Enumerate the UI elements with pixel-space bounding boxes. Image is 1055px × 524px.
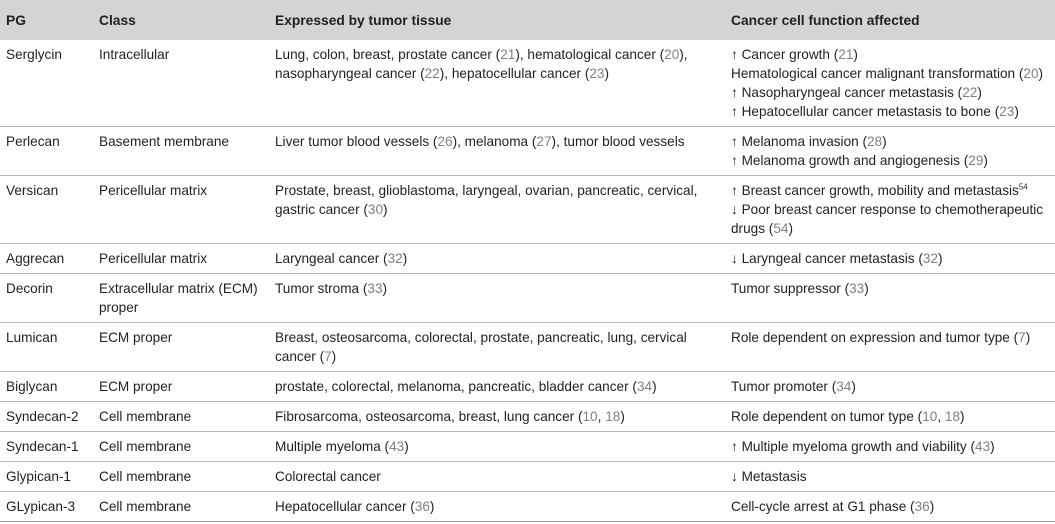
cell-function xyxy=(725,462,1055,492)
cell-text: Prostate, breast, glioblastoma, laryngeal, ovarian, pancreatic, cervical, gastric cancer ( xyxy=(275,183,698,217)
cell-class: ECM proper xyxy=(99,379,173,394)
table-row xyxy=(0,372,1055,402)
reference-number: 22 xyxy=(424,66,440,81)
cell-text: ) xyxy=(402,251,408,266)
cell-text: , xyxy=(937,409,945,424)
cell-text: Tumor suppressor ( xyxy=(731,281,850,296)
function-line xyxy=(731,83,1049,102)
cell-class: Cell membrane xyxy=(99,469,192,484)
reference-number: 33 xyxy=(367,281,383,296)
reference-number: 32 xyxy=(922,251,939,266)
cell-text: ) xyxy=(404,439,409,454)
cell-tissue xyxy=(269,244,725,274)
table-header xyxy=(0,0,1055,40)
cell-class: Cell membrane xyxy=(99,439,192,454)
cell-text: ↑ Melanoma growth and angiogenesis ( xyxy=(731,153,969,168)
cell-function xyxy=(725,274,1055,323)
table-row xyxy=(0,40,1055,127)
reference-number: 54 xyxy=(773,221,789,236)
cell-pg: Glypican-1 xyxy=(6,469,71,484)
cell-text: ) xyxy=(788,221,793,236)
cell-tissue xyxy=(269,402,725,432)
cell-text: Hematological cancer malignant transformation ( xyxy=(731,66,1024,81)
reference-number: 33 xyxy=(849,281,865,296)
function-line xyxy=(731,467,1049,486)
cell-text: , xyxy=(597,409,606,424)
reference-number: 43 xyxy=(389,439,405,454)
cell-text: ) xyxy=(977,85,982,100)
cell-function xyxy=(725,402,1055,432)
cell-text: Lung, colon, breast, prostate cancer ( xyxy=(275,47,501,62)
table-row xyxy=(0,462,1055,492)
cell-pg: Biglycan xyxy=(6,379,58,394)
cell-text: Liver tumor blood vessels ( xyxy=(275,134,438,149)
reference-number: 30 xyxy=(367,202,384,217)
cell-text: ), hematological cancer ( xyxy=(515,47,665,62)
cell-pg: Serglycin xyxy=(6,47,62,62)
reference-number: 7 xyxy=(1018,330,1026,345)
function-line xyxy=(731,132,1049,151)
function-line xyxy=(731,328,1049,347)
cell-class: Cell membrane xyxy=(99,409,192,424)
reference-number: 27 xyxy=(536,134,552,149)
cell-text: Colorectal cancer xyxy=(275,469,381,484)
cell-class: Intracellular xyxy=(99,47,170,62)
cell-class: Pericellular matrix xyxy=(99,251,208,266)
cell-text: Role dependent on expression and tumor type ( xyxy=(731,330,1019,345)
cell-text: ↓ Metastasis xyxy=(731,469,807,484)
function-line xyxy=(731,279,1049,298)
cell-tissue xyxy=(269,323,725,372)
function-line xyxy=(731,181,1049,200)
table-body xyxy=(0,40,1055,522)
reference-number: 23 xyxy=(589,66,605,81)
cell-text: ) xyxy=(983,153,988,168)
function-line xyxy=(731,64,1049,83)
reference-number: 10 xyxy=(582,409,598,424)
reference-number: 36 xyxy=(914,499,930,514)
table-row xyxy=(0,432,1055,462)
reference-number: 20 xyxy=(1023,66,1039,81)
cell-class: Basement membrane xyxy=(99,134,229,149)
reference-number: 28 xyxy=(867,134,883,149)
cell-text: Laryngeal cancer ( xyxy=(275,251,388,266)
cell-text: ) xyxy=(864,281,869,296)
function-line xyxy=(731,151,1049,170)
function-line xyxy=(731,200,1049,238)
cell-text: ↑ Cancer growth ( xyxy=(731,47,839,62)
cell-text: ↑ Breast cancer growth, mobility and metastasis xyxy=(731,183,1019,198)
reference-number: 20 xyxy=(664,47,680,62)
reference-number: 18 xyxy=(605,409,621,424)
cell-text: ) xyxy=(1014,104,1019,119)
cell-tissue xyxy=(269,432,725,462)
cell-text: Fibrosarcoma, osteosarcoma, breast, lung cancer ( xyxy=(275,409,583,424)
cell-text: ) xyxy=(429,499,435,514)
reference-number: 36 xyxy=(414,499,430,514)
cell-text: ), nasopharyngeal cancer ( xyxy=(275,47,688,81)
table-row xyxy=(0,176,1055,244)
function-line xyxy=(731,249,1049,268)
cell-text: ) xyxy=(929,499,935,514)
reference-number: 10 xyxy=(922,409,938,424)
cell-tissue xyxy=(269,40,725,127)
cell-text: ↓ Poor breast cancer response to chemotherapeutic drugs ( xyxy=(731,202,1044,236)
reference-number: 43 xyxy=(975,439,991,454)
function-line xyxy=(731,377,1049,396)
cell-tissue xyxy=(269,274,725,323)
cell-text: ↑ Multiple myeloma growth and viability ( xyxy=(731,439,976,454)
cell-text: ) xyxy=(383,202,388,217)
reference-number: 34 xyxy=(836,379,852,394)
cell-pg: Lumican xyxy=(6,330,58,345)
cell-text: ) xyxy=(938,251,943,266)
reference-number: 34 xyxy=(636,379,653,394)
cell-text: Role dependent on tumor type ( xyxy=(731,409,923,424)
cell-class: ECM proper xyxy=(99,330,173,345)
reference-number: 21 xyxy=(500,47,516,62)
cell-text: ), hepatocellular cancer ( xyxy=(439,66,590,81)
cell-function xyxy=(725,432,1055,462)
function-line xyxy=(731,437,1049,456)
cell-tissue xyxy=(269,492,725,522)
cell-text: ) xyxy=(604,66,610,81)
cell-text: Cell-cycle arrest at G1 phase ( xyxy=(731,499,915,514)
cell-function xyxy=(725,244,1055,274)
table-row xyxy=(0,244,1055,274)
header-tissue: Expressed by tumor tissue xyxy=(275,12,452,28)
cell-text: ) xyxy=(1025,330,1031,345)
cell-class: Extracellular matrix (ECM) proper xyxy=(99,281,258,315)
cell-text: Tumor stroma ( xyxy=(275,281,368,296)
table-row xyxy=(0,274,1055,323)
cell-text: Tumor promoter ( xyxy=(731,379,837,394)
cell-pg: Decorin xyxy=(6,281,53,296)
reference-number: 26 xyxy=(437,134,453,149)
cell-text: ↑ Melanoma invasion ( xyxy=(731,134,867,149)
reference-number: 22 xyxy=(962,85,978,100)
header-row xyxy=(0,0,1055,40)
function-line xyxy=(731,497,1049,516)
cell-text: ↓ Laryngeal cancer metastasis ( xyxy=(731,251,923,266)
reference-number: 29 xyxy=(968,153,984,168)
cell-text: ), melanoma ( xyxy=(452,134,537,149)
cell-text: ) xyxy=(652,379,657,394)
cell-text: ) xyxy=(853,47,858,62)
cell-tissue xyxy=(269,462,725,492)
reference-number: 21 xyxy=(838,47,854,62)
cell-text: ) xyxy=(331,349,337,364)
reference-number: 32 xyxy=(387,251,403,266)
header-pg: PG xyxy=(6,12,26,28)
cell-function xyxy=(725,492,1055,522)
cell-text: Multiple myeloma ( xyxy=(275,439,390,454)
cell-pg: Perlecan xyxy=(6,134,60,149)
cell-text: ) xyxy=(960,409,965,424)
cell-text: ) xyxy=(851,379,856,394)
cell-text: ), tumor blood vessels xyxy=(551,134,685,149)
table-row xyxy=(0,492,1055,522)
cell-tissue xyxy=(269,176,725,244)
header-function: Cancer cell function affected xyxy=(731,12,920,28)
cell-class: Pericellular matrix xyxy=(99,183,208,198)
cell-text: Hepatocellular cancer ( xyxy=(275,499,415,514)
function-line xyxy=(731,45,1049,64)
cell-text: ) xyxy=(620,409,625,424)
table-row xyxy=(0,402,1055,432)
cell-pg: Aggrecan xyxy=(6,251,65,266)
function-line xyxy=(731,102,1049,121)
cell-function xyxy=(725,372,1055,402)
header-class: Class xyxy=(99,12,136,28)
reference-number: 18 xyxy=(944,409,961,424)
table-row xyxy=(0,127,1055,176)
superscript-reference: 54 xyxy=(1018,182,1028,192)
cell-text: ↑ Nasopharyngeal cancer metastasis ( xyxy=(731,85,963,100)
cell-tissue xyxy=(269,372,725,402)
cell-pg: Syndecan-2 xyxy=(6,409,79,424)
cell-class: Cell membrane xyxy=(99,499,192,514)
table-row xyxy=(0,323,1055,372)
cell-text: Breast, osteosarcoma, colorectal, prostate, pancreatic, lung, cervical cancer ( xyxy=(275,330,687,364)
cell-text: ) xyxy=(1038,66,1044,81)
cell-function xyxy=(725,127,1055,176)
cell-text: ↑ Hepatocellular cancer metastasis to bone ( xyxy=(731,104,1000,119)
cell-function xyxy=(725,323,1055,372)
cell-function xyxy=(725,40,1055,127)
cell-text: ) xyxy=(882,134,887,149)
cell-function xyxy=(725,176,1055,244)
cell-text: ) xyxy=(382,281,388,296)
cell-text: prostate, colorectal, melanoma, pancreatic, bladder cancer ( xyxy=(275,379,637,394)
cell-text: ) xyxy=(990,439,995,454)
cell-pg: Versican xyxy=(6,183,59,198)
cell-tissue xyxy=(269,127,725,176)
cell-pg: GLypican-3 xyxy=(6,499,76,514)
reference-number: 23 xyxy=(999,104,1015,119)
function-line xyxy=(731,407,1049,426)
reference-number: 7 xyxy=(324,349,332,364)
cell-pg: Syndecan-1 xyxy=(6,439,79,454)
